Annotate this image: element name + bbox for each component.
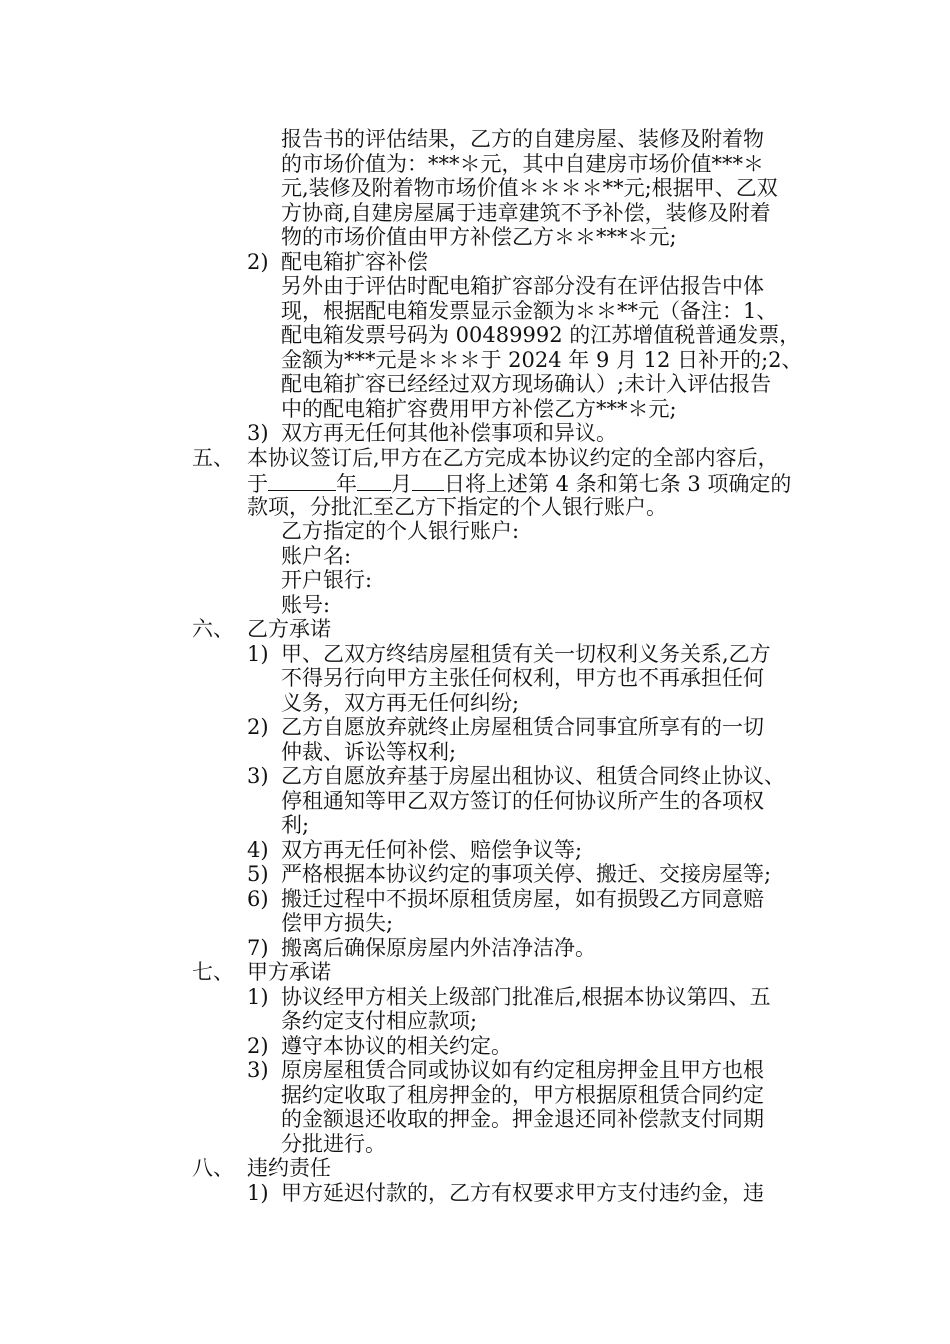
s4-item2-line1: 另外由于评估时配电箱扩容部分没有在评估报告中体 bbox=[281, 274, 764, 298]
s6-item1-line3: 义务，双方再无任何纠纷; bbox=[281, 691, 520, 715]
s6-item6-line2: 偿甲方损失; bbox=[281, 911, 394, 935]
s4-item2-title: 配电箱扩容补偿 bbox=[281, 250, 428, 274]
s5-month-label: 月 bbox=[391, 472, 412, 496]
s5-number: 五、 bbox=[192, 446, 234, 470]
s6-item1-line1: 甲、乙双方终结房屋租赁有关一切权利义务关系,乙方 bbox=[281, 642, 771, 666]
s7-title: 甲方承诺 bbox=[247, 960, 331, 984]
s6-item5-number: 5) bbox=[247, 862, 269, 886]
s6-item1-number: 1) bbox=[247, 642, 269, 666]
s6-item1-line2: 不得另行向甲方主张任何权利，甲方也不再承担任何 bbox=[281, 666, 764, 690]
s6-item6-line1: 搬迁过程中不损坏原租赁房屋，如有损毁乙方同意赔 bbox=[281, 887, 764, 911]
s8-item1-line1: 甲方延迟付款的，乙方有权要求甲方支付违约金，违 bbox=[281, 1181, 764, 1205]
s7-item3-line3: 的金额退还收取的押金。押金退还同补偿款支付同期 bbox=[281, 1107, 764, 1131]
s4-item3-text: 双方再无任何其他补偿事项和异议。 bbox=[281, 421, 617, 445]
s8-title: 违约责任 bbox=[247, 1156, 331, 1180]
bank-label: 开户银行: bbox=[281, 568, 373, 592]
s6-item3-number: 3) bbox=[247, 764, 269, 788]
s6-item2-line1: 乙方自愿放弃就终止房屋租赁合同事宜所享有的一切 bbox=[281, 715, 764, 739]
s5-year-label: 年 bbox=[336, 472, 357, 496]
account-name-label: 账户名: bbox=[281, 544, 352, 568]
s4-item2-line6: 中的配电箱扩容费用甲方补偿乙方***＊元; bbox=[281, 397, 677, 421]
s7-item2-line1: 遵守本协议的相关约定。 bbox=[281, 1034, 512, 1058]
s7-item1-line1: 协议经甲方相关上级部门批准后,根据本协议第四、五 bbox=[281, 985, 771, 1009]
s5-line1: 本协议签订后,甲方在乙方完成本协议约定的全部内容后， bbox=[247, 446, 779, 470]
s4-item2-line4: 金额为***元是＊＊＊于 2024 年 9 月 12 日补开的;2、 bbox=[281, 348, 803, 372]
s8-number: 八、 bbox=[192, 1156, 234, 1180]
s7-item3-line4: 分批进行。 bbox=[281, 1132, 386, 1156]
s5-line2 bbox=[247, 470, 791, 496]
s4-para1-line4: 方协商,自建房屋属于违章建筑不予补偿，装修及附着 bbox=[281, 201, 771, 225]
s5-line3: 款项，分批汇至乙方下指定的个人银行账户。 bbox=[247, 495, 667, 519]
s4-item2-line5: 配电箱扩容已经经过双方现场确认）;未计入评估报告 bbox=[281, 372, 772, 396]
s4-para1-line5: 物的市场价值由甲方补偿乙方＊＊***＊元; bbox=[281, 225, 677, 249]
s7-item3-line2: 据约定收取了租房押金的，甲方根据原租赁合同约定 bbox=[281, 1083, 764, 1107]
s7-item2-number: 2) bbox=[247, 1034, 269, 1058]
s6-item3-line3: 利; bbox=[281, 813, 310, 837]
s4-item2-number: 2) bbox=[247, 250, 269, 274]
s6-item7-number: 7) bbox=[247, 936, 269, 960]
s4-item2-line2: 现，根据配电箱发票显示金额为＊＊**元（备注：1、 bbox=[281, 299, 778, 323]
s6-item4-number: 4) bbox=[247, 838, 269, 862]
s6-item3-line1: 乙方自愿放弃基于房屋出租协议、租赁合同终止协议、 bbox=[281, 764, 785, 788]
s6-item6-number: 6) bbox=[247, 887, 269, 911]
bank-account-title: 乙方指定的个人银行账户: bbox=[281, 519, 520, 543]
s6-number: 六、 bbox=[192, 617, 234, 641]
s4-para1-line3: 元,装修及附着物市场价值＊＊＊＊**元;根据甲、乙双 bbox=[281, 176, 778, 200]
s8-item1-number: 1) bbox=[247, 1181, 269, 1205]
s6-title: 乙方承诺 bbox=[247, 617, 331, 641]
s5-line2-rest: 日将上述第 4 条和第七条 3 项确定的 bbox=[444, 472, 792, 496]
day-blank bbox=[412, 470, 444, 491]
account-number-label: 账号: bbox=[281, 593, 331, 617]
s6-item4-line1: 双方再无任何补偿、赔偿争议等; bbox=[281, 838, 583, 862]
month-blank bbox=[357, 470, 391, 491]
year-blank bbox=[268, 470, 336, 491]
s6-item7-line1: 搬离后确保原房屋内外洁净洁净。 bbox=[281, 936, 596, 960]
s7-item1-line2: 条约定支付相应款项; bbox=[281, 1009, 478, 1033]
s6-item5-line1: 严格根据本协议约定的事项关停、搬迁、交接房屋等; bbox=[281, 862, 772, 886]
s4-item2-line3: 配电箱发票号码为 00489992 的江苏增值税普通发票， bbox=[281, 323, 801, 347]
s7-number: 七、 bbox=[192, 960, 234, 984]
s7-item3-line1: 原房屋租赁合同或协议如有约定租房押金且甲方也根 bbox=[281, 1058, 764, 1082]
s5-line2-prefix: 于 bbox=[247, 472, 268, 496]
s6-item3-line2: 停租通知等甲乙双方签订的任何协议所产生的各项权 bbox=[281, 789, 764, 813]
s4-para1-line1: 报告书的评估结果，乙方的自建房屋、装修及附着物 bbox=[281, 127, 764, 151]
s6-item2-number: 2) bbox=[247, 715, 269, 739]
s4-item3-number: 3) bbox=[247, 421, 269, 445]
s7-item3-number: 3) bbox=[247, 1058, 269, 1082]
s7-item1-number: 1) bbox=[247, 985, 269, 1009]
s4-para1-line2: 的市场价值为：***＊元，其中自建房市场价值***＊ bbox=[281, 152, 764, 176]
s6-item2-line2: 仲裁、诉讼等权利; bbox=[281, 740, 457, 764]
